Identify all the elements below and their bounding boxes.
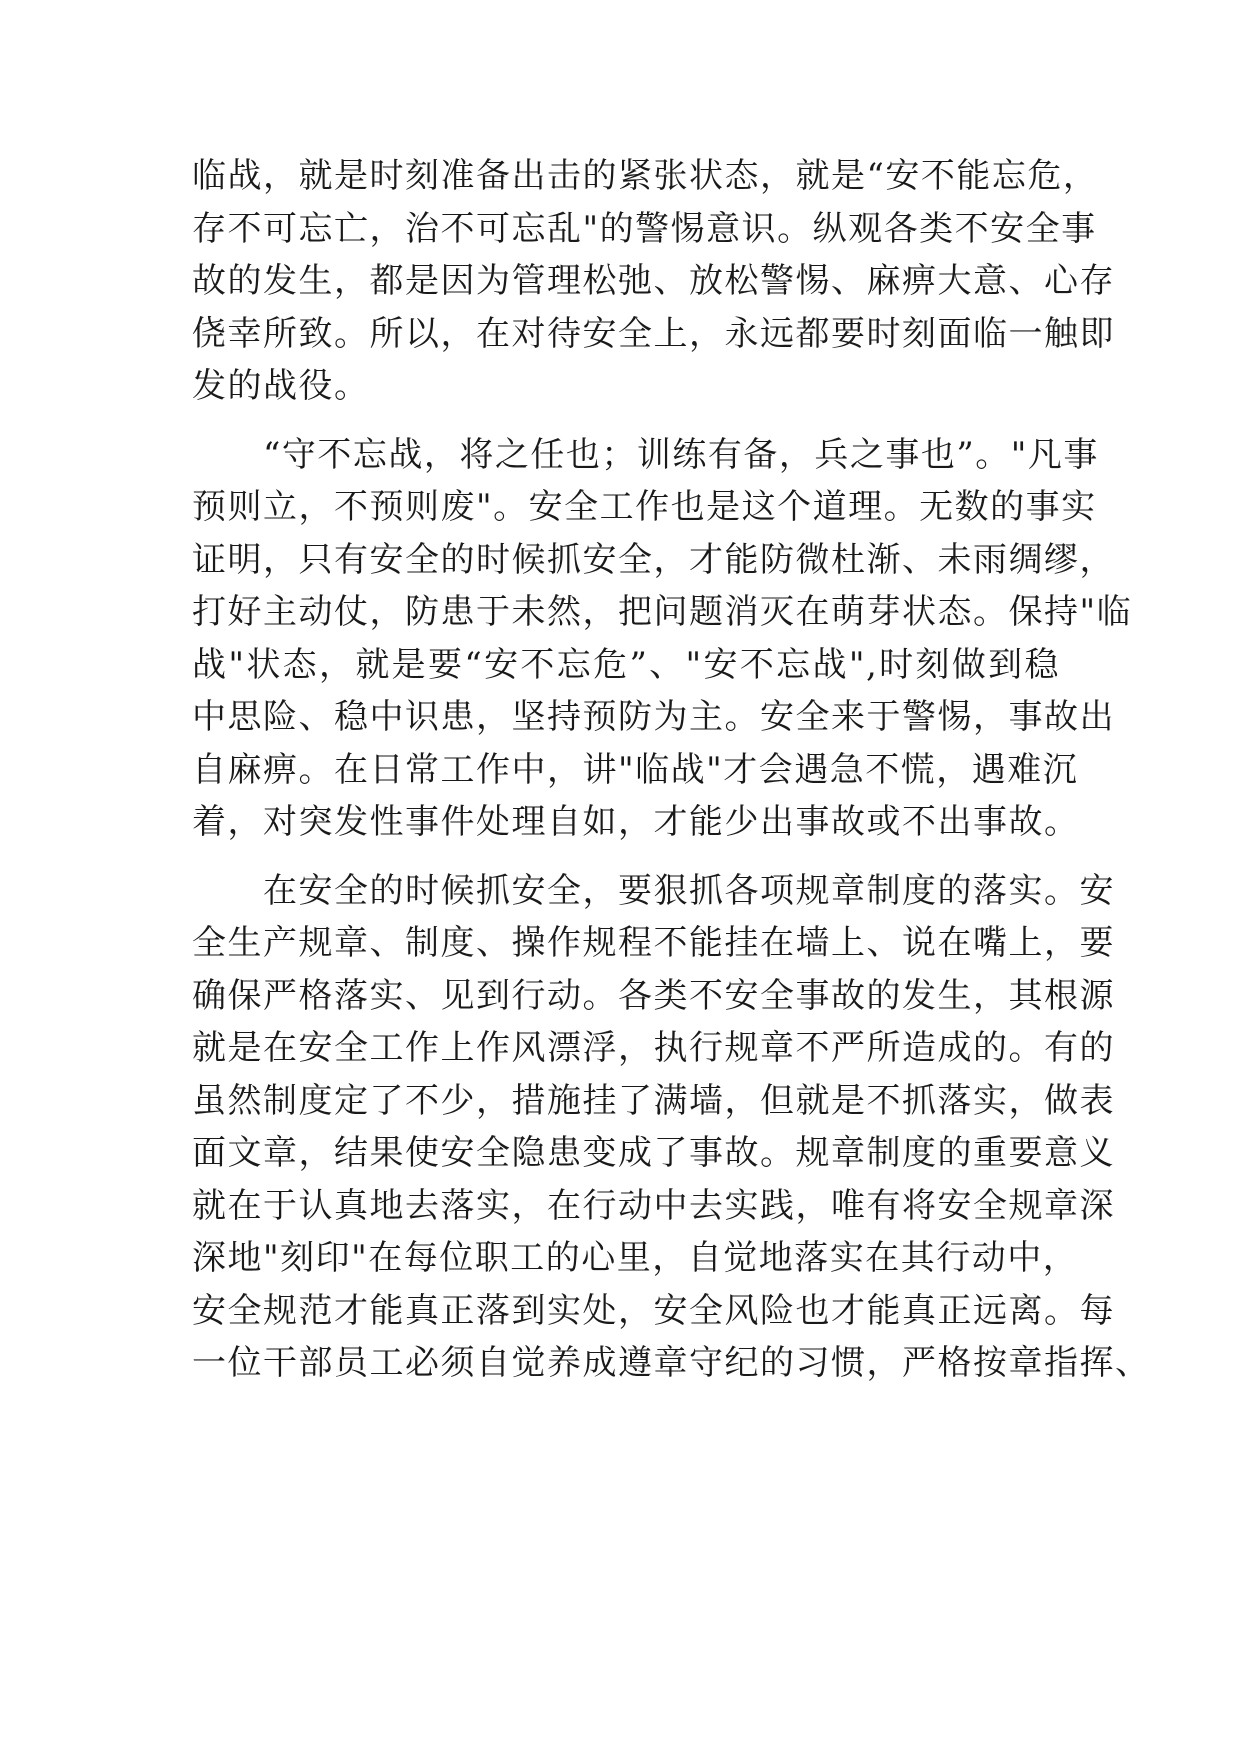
text-line: 故的发生，都是因为管理松弛、放松警惕、麻痹大意、心存 xyxy=(192,261,1115,301)
text-line: 临战，就是时刻准备出击的紧张状态，就是“安不能忘危， xyxy=(192,156,1099,196)
text-line: 在安全的时候抓安全，要狠抓各项规章制度的落实。安 xyxy=(192,870,1115,911)
paragraph-1 xyxy=(192,150,1115,413)
text-line: 就在于认真地去落实，在行动中去实践，唯有将安全规章深 xyxy=(192,1185,1115,1226)
text-line: “守不忘战，将之任也；训练有备，兵之事也”。"凡事 xyxy=(192,434,1099,475)
text-line: 一位干部员工必须自觉养成遵章守纪的习惯，严格按章指挥、 xyxy=(192,1343,1151,1383)
text-line: 面文章，结果使安全隐患变成了事故。规章制度的重要意义 xyxy=(192,1133,1115,1173)
text-line: 存不可忘亡，治不可忘乱"的警惕意识。纵观各类不安全事 xyxy=(192,208,1097,249)
text-line: 侥幸所致。所以，在对待安全上，永远都要时刻面临一触即 xyxy=(192,313,1115,354)
text-line: 全生产规章、制度、操作规程不能挂在墙上、说在嘴上，要 xyxy=(192,923,1115,963)
text-line: 预则立，不预则废"。安全工作也是这个道理。无数的事实 xyxy=(192,487,1097,527)
paragraph-2 xyxy=(192,429,1133,849)
text-line: 中思险、稳中识患，坚持预防为主。安全来于警惕，事故出 xyxy=(192,697,1115,737)
text-line: 打好主动仗，防患于未然，把问题消灭在萌芽状态。保持"临 xyxy=(192,592,1133,632)
text-line: 发的战役。 xyxy=(192,366,370,406)
text-line: 自麻痹。在日常工作中，讲"临战"才会遇急不慌，遇难沉 xyxy=(192,749,1079,790)
text-line: 虽然制度定了不少，措施挂了满墙，但就是不抓落实，做表 xyxy=(192,1080,1115,1121)
text-line: 确保严格落实、见到行动。各类不安全事故的发生，其根源 xyxy=(192,975,1115,1016)
text-line: 战"状态，就是要“安不忘危”、"安不忘战",时刻做到稳 xyxy=(192,644,1060,685)
text-line: 安全规范才能真正落到实处，安全风险也才能真正远离。每 xyxy=(192,1290,1115,1331)
text-line: 证明，只有安全的时候抓安全，才能防微杜渐、未雨绸缪， xyxy=(192,539,1115,580)
text-line: 深地"刻印"在每位职工的心里，自觉地落实在其行动中， xyxy=(192,1238,1079,1278)
paragraph-gap xyxy=(192,849,1060,865)
paragraph-3 xyxy=(192,865,1151,1390)
paragraph-gap xyxy=(192,413,1060,429)
text-line: 就是在安全工作上作风漂浮，执行规章不严所造成的。有的 xyxy=(192,1028,1115,1068)
body-text xyxy=(192,150,1151,1390)
text-line: 着，对突发性事件处理自如，才能少出事故或不出事故。 xyxy=(192,802,1080,842)
